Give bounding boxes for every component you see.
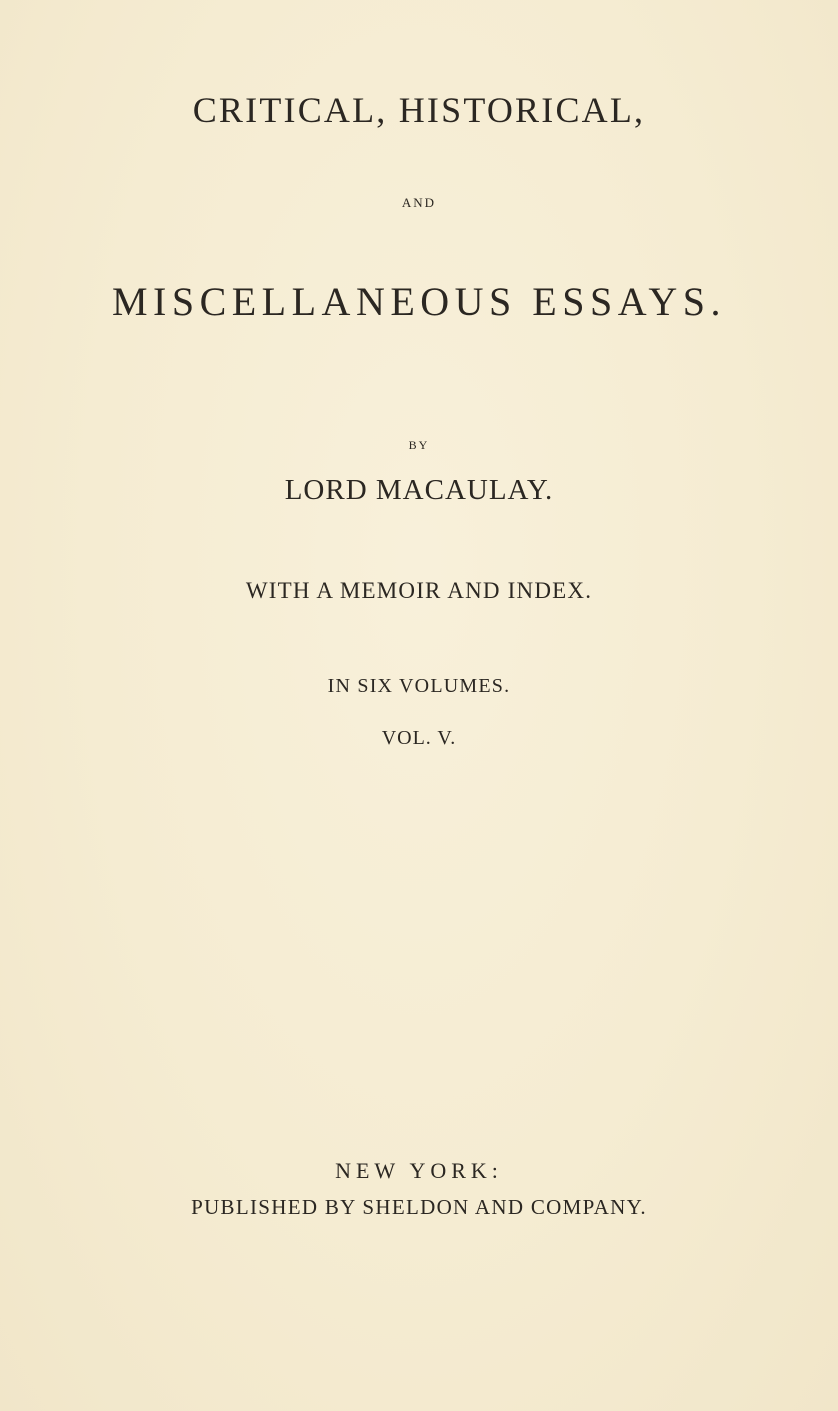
title-line-1: CRITICAL, HISTORICAL,	[192, 90, 646, 130]
imprint-publisher: PUBLISHED BY SHELDON AND COMPANY.	[191, 1195, 647, 1219]
volume-count: IN SIX VOLUMES.	[327, 675, 511, 697]
author-name: LORD MACAULAY.	[284, 474, 554, 506]
by-line: BY	[408, 438, 430, 452]
volume-number: VOL. V.	[381, 727, 457, 749]
title-line-2: MISCELLANEOUS ESSAYS.	[111, 279, 727, 324]
title-conjunction: AND	[401, 195, 437, 210]
subtitle: WITH A MEMOIR AND INDEX.	[245, 578, 593, 603]
imprint-city: NEW YORK:	[335, 1158, 503, 1183]
